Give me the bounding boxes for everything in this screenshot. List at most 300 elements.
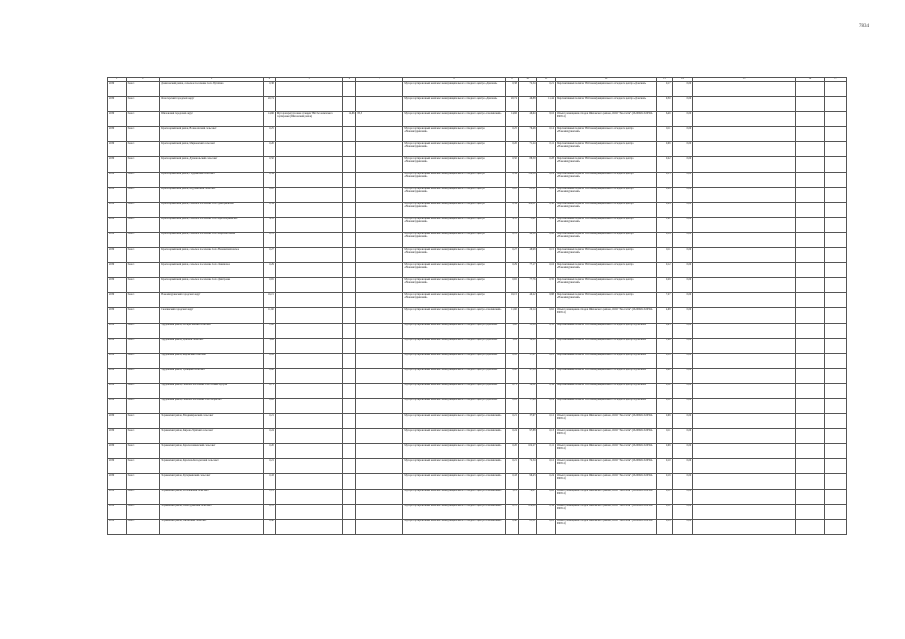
cell-empty-15 — [693, 157, 795, 172]
cell-dest: Перспективный полигон ТБО межмуниципального отходного центра «Новомичуринский» — [555, 232, 656, 247]
header-col-5: 5 — [275, 78, 343, 82]
cell-v9: 11,60 — [505, 308, 518, 323]
cell-zone: Зона 1 — [126, 248, 160, 263]
cell-zone: Зона 1 — [126, 97, 160, 112]
cell-empty-15 — [693, 187, 795, 202]
cell-src: Мусоросортировочный комплекс межмуниципального отходного центра «Новомичуринский» — [403, 263, 505, 278]
cell-zone: Зона 1 — [126, 202, 160, 217]
cell-empty-17 — [825, 323, 847, 338]
cell-v14: 0,00 — [672, 112, 693, 127]
cell-empty-15 — [693, 248, 795, 263]
cell-c7 — [356, 398, 403, 413]
cell-dest: Перспективный полигон ТБО межмуниципального отходного центра «Донской» — [555, 97, 656, 112]
cell-zone: Зона 1 — [126, 293, 160, 308]
cell-c5 — [275, 383, 343, 398]
cell-empty-17 — [825, 353, 847, 368]
cell-c7 — [356, 429, 403, 444]
cell-v13: 0,09 — [657, 444, 672, 459]
cell-dest: Объект размещения отходов Шиловского района, ООО "Эко-Сити" (26-00026-З-00592-090514) — [555, 414, 656, 429]
cell-v14: 0,00 — [672, 97, 693, 112]
table-row — [108, 459, 847, 474]
table-row — [108, 142, 847, 157]
cell-area: Трудовский район, Троицкий сельсовет — [160, 368, 264, 383]
cell-v4: 1,00 — [263, 323, 275, 338]
cell-empty-16 — [795, 187, 824, 202]
cell-dest: Перспективный полигон ТБО межмуниципального отходного центра «Новомичуринский» — [555, 248, 656, 263]
cell-v13: 0,11 — [657, 248, 672, 263]
cell-c7 — [356, 217, 403, 232]
cell-year: 2030 — [108, 368, 127, 383]
cell-area: Скопинский городской округ — [160, 308, 264, 323]
cell-v10: 47,38 — [518, 368, 537, 383]
cell-v9: 0,25 — [505, 127, 518, 142]
cell-v4: 0,20 — [263, 142, 275, 157]
cell-v10: 81,21 — [518, 187, 537, 202]
cell-v14: 0,00 — [672, 353, 693, 368]
cell-year: 2030 — [108, 414, 127, 429]
cell-src: Мусоросортировочный комплекс межмуниципального отходного центра «Скопинский» — [403, 308, 505, 323]
table-row — [108, 398, 847, 413]
cell-v10: 72,54 — [518, 82, 537, 97]
cell-v11: 0,39 — [537, 504, 556, 519]
cell-v9: 0,24 — [505, 429, 518, 444]
cell-v11: 6,62 — [537, 308, 556, 323]
cell-empty-15 — [693, 293, 795, 308]
cell-v10: 76,46 — [518, 127, 537, 142]
cell-c5 — [275, 202, 343, 217]
cell-src: Мусоросортировочный комплекс межмуниципального отходного центра «Скопинский» — [403, 429, 505, 444]
cell-src: Мусоросортировочный комплекс межмуниципального отходного центра «Донской» — [403, 97, 505, 112]
cell-dest: Перспективный полигон ТБО межмуниципального отходного центра «Новомичуринский» — [555, 217, 656, 232]
cell-empty-17 — [825, 308, 847, 323]
cell-year: 2030 — [108, 112, 127, 127]
cell-area: Новомичуринский городской округ — [160, 293, 264, 308]
cell-v14: 0,00 — [672, 172, 693, 187]
cell-v10: 77,76 — [518, 278, 537, 293]
cell-empty-17 — [825, 489, 847, 504]
cell-year: 2030 — [108, 338, 127, 353]
cell-src: Мусоросортировочный комплекс межмуниципального отходного центра «Скопинский» — [403, 474, 505, 489]
cell-year: 2030 — [108, 278, 127, 293]
table-row — [108, 293, 847, 308]
cell-empty-15 — [693, 429, 795, 444]
cell-v14: 0,00 — [672, 504, 693, 519]
cell-v9: 1,00 — [505, 323, 518, 338]
cell-zone: Зона 1 — [126, 414, 160, 429]
cell-zone: Зона 1 — [126, 278, 160, 293]
cell-v11: 11,44 — [537, 97, 556, 112]
cell-v4: 0,38 — [263, 82, 275, 97]
cell-dest: Объект размещения отходов Шиловского района, ООО "Эко-Сити" (26-00026-З-00592-090514) — [555, 519, 656, 534]
cell-year: 2030 — [108, 127, 127, 142]
header-col-17: 17 — [825, 78, 847, 82]
table-row — [108, 202, 847, 217]
cell-empty-16 — [795, 429, 824, 444]
cell-area: Красноармейский район, сельское поселение Село Новомихайловское — [160, 248, 264, 263]
cell-area: Торжевский район, Краснов-Колодезский сельсовет — [160, 459, 264, 474]
cell-year: 2030 — [108, 504, 127, 519]
cell-empty-16 — [795, 263, 824, 278]
cell-v13: 0,15 — [657, 172, 672, 187]
cell-empty-15 — [693, 338, 795, 353]
cell-v13: 7,27 — [657, 293, 672, 308]
cell-empty-15 — [693, 489, 795, 504]
cell-empty-17 — [825, 172, 847, 187]
cell-c6 — [343, 232, 356, 247]
cell-c6 — [343, 142, 356, 157]
cell-v9: 0,21 — [505, 414, 518, 429]
cell-v14: 0,00 — [672, 82, 693, 97]
cell-empty-17 — [825, 157, 847, 172]
cell-c6 — [343, 217, 356, 232]
cell-year: 2030 — [108, 248, 127, 263]
header-col-10: 10 — [518, 78, 537, 82]
cell-empty-17 — [825, 383, 847, 398]
cell-empty-16 — [795, 127, 824, 142]
cell-v14: 0,00 — [672, 187, 693, 202]
cell-empty-17 — [825, 398, 847, 413]
cell-v4: 0,21 — [263, 414, 275, 429]
cell-empty-16 — [795, 293, 824, 308]
cell-v13: 1,66 — [657, 338, 672, 353]
cell-empty-15 — [693, 474, 795, 489]
cell-v10: 37,27 — [518, 353, 537, 368]
cell-c5 — [275, 338, 343, 353]
cell-src: Мусоросортировочный комплекс межмуниципального отходного центра «Донской» — [403, 323, 505, 338]
cell-empty-17 — [825, 187, 847, 202]
cell-v13: 0,45 — [657, 323, 672, 338]
cell-src: Мусоросортировочный комплекс межмуниципального отходного центра «Новомичуринский» — [403, 142, 505, 157]
cell-v14: 0,00 — [672, 308, 693, 323]
cell-v10: 110,36 — [518, 172, 537, 187]
cell-v11: 0,24 — [537, 474, 556, 489]
cell-c6 — [343, 157, 356, 172]
cell-c5 — [275, 232, 343, 247]
cell-v9: 16,15 — [505, 293, 518, 308]
cell-empty-16 — [795, 278, 824, 293]
cell-c6 — [343, 459, 356, 474]
cell-v4: 0,26 — [263, 398, 275, 413]
cell-c6 — [343, 127, 356, 142]
cell-v14: 0,00 — [672, 368, 693, 383]
cell-v10: 77,17 — [518, 263, 537, 278]
cell-v13: 6,49 — [657, 112, 672, 127]
cell-v4: 0,25 — [263, 127, 275, 142]
cell-v9: 0,26 — [505, 398, 518, 413]
table-row — [108, 338, 847, 353]
table-row — [108, 368, 847, 383]
cell-year: 2030 — [108, 263, 127, 278]
cell-v4: 0,50 — [263, 157, 275, 172]
cell-v11: 0,30 — [537, 202, 556, 217]
cell-v11: 0,22 — [537, 519, 556, 534]
cell-c7 — [356, 459, 403, 474]
cell-src: Мусоросортировочный комплекс межмуниципального отходного центра «Скопинский» — [403, 444, 505, 459]
cell-v10: 96,43 — [518, 474, 537, 489]
cell-v13: 1,91 — [657, 217, 672, 232]
cell-dest: Объект размещения отходов Шиловского района, ООО "Эко-Сити" (26-00026-З-00592-090514) — [555, 112, 656, 127]
cell-v9: 1,13 — [505, 489, 518, 504]
cell-c5 — [275, 414, 343, 429]
cell-c5 — [275, 97, 343, 112]
cell-v14: 0,00 — [672, 263, 693, 278]
cell-v4: 11,60 — [263, 308, 275, 323]
cell-v4: 0,29 — [263, 263, 275, 278]
cell-year: 2030 — [108, 232, 127, 247]
cell-v4: 0,90 — [263, 368, 275, 383]
table-row — [108, 248, 847, 263]
cell-area: Торжевский район, Кутерминский сельсовет — [160, 474, 264, 489]
cell-v10: 104,11 — [518, 202, 537, 217]
cell-year: 2030 — [108, 187, 127, 202]
cell-zone: Зона 1 — [126, 263, 160, 278]
cell-c5 — [275, 519, 343, 534]
cell-c5 — [275, 187, 343, 202]
table-row — [108, 112, 847, 127]
table-row — [108, 172, 847, 187]
cell-v4: 20,74 — [263, 97, 275, 112]
cell-c7: 85,3 — [356, 112, 403, 127]
cell-v14: 0,00 — [672, 217, 693, 232]
cell-empty-17 — [825, 142, 847, 157]
cell-year: 2030 — [108, 323, 127, 338]
cell-empty-15 — [693, 172, 795, 187]
cell-v4: 0,34 — [263, 172, 275, 187]
cell-zone: Зона 1 — [126, 338, 160, 353]
cell-c7 — [356, 353, 403, 368]
cell-v9: 3,69 — [505, 338, 518, 353]
cell-dest: Объект размещения отходов Шиловского района, ООО "Эко-Сити" (26-00026-З-00592-090514) — [555, 474, 656, 489]
table-body — [108, 78, 847, 535]
cell-src: Мусоросортировочный комплекс межмуниципального отходного центра «Новомичуринский» — [403, 293, 505, 308]
cell-empty-16 — [795, 398, 824, 413]
cell-v14: 0,00 — [672, 293, 693, 308]
cell-c6 — [343, 248, 356, 263]
cell-v4: 0,71 — [263, 383, 275, 398]
cell-v10: 74,07 — [518, 489, 537, 504]
cell-empty-17 — [825, 232, 847, 247]
cell-empty-15 — [693, 112, 795, 127]
cell-v13: 0,17 — [657, 82, 672, 97]
cell-src: Мусоросортировочный комплекс межмуниципального отходного центра «Скопинский» — [403, 459, 505, 474]
cell-v13: 0,31 — [657, 504, 672, 519]
cell-v11: 0,11 — [537, 142, 556, 157]
cell-area: Торжевский район, Краснознаменский сельсовет — [160, 444, 264, 459]
cell-empty-15 — [693, 444, 795, 459]
cell-src: Мусоросортировочный комплекс межмуниципального отходного центра «Новомичуринский» — [403, 127, 505, 142]
data-table — [107, 77, 847, 535]
table-row — [108, 323, 847, 338]
cell-year: 2030 — [108, 398, 127, 413]
cell-area: Трудовский район, сельское поселение Село Борисово — [160, 398, 264, 413]
header-col-14: 14 — [672, 78, 693, 82]
cell-dest: Перспективный полигон ТБО межмуниципального отходного центра «Донской» — [555, 338, 656, 353]
cell-c7 — [356, 157, 403, 172]
cell-v11: 0,43 — [537, 232, 556, 247]
cell-v14: 0,00 — [672, 142, 693, 157]
cell-v10: 75,41 — [518, 217, 537, 232]
table-row — [108, 504, 847, 519]
cell-c7 — [356, 248, 403, 263]
cell-c5 — [275, 474, 343, 489]
cell-v10: 40,22 — [518, 293, 537, 308]
cell-area: Красноармейский район, Гордеевский сельсовет — [160, 172, 264, 187]
cell-v9: 0,78 — [505, 232, 518, 247]
table-row — [108, 414, 847, 429]
cell-v11: 0,23 — [537, 353, 556, 368]
cell-v11: 0,15 — [537, 248, 556, 263]
cell-v13: 0,18 — [657, 519, 672, 534]
cell-empty-16 — [795, 142, 824, 157]
cell-empty-17 — [825, 82, 847, 97]
cell-v11: 8,88 — [537, 293, 556, 308]
cell-zone: Зона 1 — [126, 474, 160, 489]
cell-empty-16 — [795, 82, 824, 97]
cell-v13: 0,22 — [657, 157, 672, 172]
cell-v11: 2,03 — [537, 338, 556, 353]
cell-c7 — [356, 232, 403, 247]
cell-v11: 0,62 — [537, 489, 556, 504]
header-col-11: 11 — [537, 78, 556, 82]
cell-area: Красноармейский район, сельское поселение Село Ленинское — [160, 263, 264, 278]
cell-v14: 0,00 — [672, 444, 693, 459]
cell-c7 — [356, 127, 403, 142]
cell-dest: Перспективный полигон ТБО межмуниципального отходного центра «Донской» — [555, 323, 656, 338]
cell-zone: Зона 1 — [126, 444, 160, 459]
cell-v10: 53,18 — [518, 323, 537, 338]
cell-empty-16 — [795, 97, 824, 112]
cell-c5 — [275, 444, 343, 459]
cell-dest: Объект размещения отходов Шиловского района, ООО "Эко-Сити" (26-00026-З-00592-090514) — [555, 308, 656, 323]
cell-v4: 0,41 — [263, 353, 275, 368]
cell-v14: 0,00 — [672, 232, 693, 247]
cell-c5 — [275, 459, 343, 474]
cell-v9: 0,20 — [505, 187, 518, 202]
cell-zone: Зона 1 — [126, 112, 160, 127]
cell-empty-16 — [795, 202, 824, 217]
cell-c5 — [275, 278, 343, 293]
table-row — [108, 383, 847, 398]
cell-c6 — [343, 187, 356, 202]
cell-v4: 3,69 — [263, 338, 275, 353]
cell-dest: Перспективный полигон ТБО межмуниципального отходного центра «Донской» — [555, 383, 656, 398]
cell-v14: 0,00 — [672, 127, 693, 142]
cell-c6 — [343, 519, 356, 534]
cell-year: 2030 — [108, 383, 127, 398]
cell-v9: 20,74 — [505, 97, 518, 112]
header-col-9: 9 — [505, 78, 518, 82]
cell-empty-15 — [693, 504, 795, 519]
cell-c5 — [275, 293, 343, 308]
cell-c7 — [356, 444, 403, 459]
cell-v10: 85,31 — [518, 519, 537, 534]
cell-empty-16 — [795, 474, 824, 489]
cell-empty-15 — [693, 323, 795, 338]
cell-dest: Перспективный полигон ТБО межмуниципального отходного центра «Новомичуринский» — [555, 127, 656, 142]
cell-c6 — [343, 444, 356, 459]
cell-v9: 0,21 — [505, 459, 518, 474]
page-number: 7834 — [859, 24, 869, 29]
cell-v11: 0,55 — [537, 323, 556, 338]
cell-v13: 0,09 — [657, 414, 672, 429]
cell-c7 — [356, 293, 403, 308]
cell-src: Мусоросортировочный комплекс межмуниципального отходного центра «Новомичуринский» — [403, 157, 505, 172]
cell-empty-15 — [693, 519, 795, 534]
cell-area: Ясногорский городской округ — [160, 97, 264, 112]
cell-v13: 0,11 — [657, 127, 672, 142]
cell-c6 — [343, 398, 356, 413]
cell-c5 — [275, 323, 343, 338]
cell-c5 — [275, 82, 343, 97]
cell-c5: Мусороперегрузочная станция ТБО без комплекса сортировки (Шиловский район) — [275, 112, 343, 127]
cell-empty-16 — [795, 519, 824, 534]
cell-v9: 0,54 — [505, 202, 518, 217]
cell-c7 — [356, 187, 403, 202]
cell-v14: 0,00 — [672, 414, 693, 429]
cell-v9: 0,20 — [505, 444, 518, 459]
cell-empty-16 — [795, 489, 824, 504]
cell-empty-17 — [825, 278, 847, 293]
cell-src: Мусоросортировочный комплекс межмуниципального отходного центра «Новомичуринский» — [403, 248, 505, 263]
cell-dest: Перспективный полигон ТБО межмуниципального отходного центра «Новомичуринский» — [555, 187, 656, 202]
cell-v13: 0,32 — [657, 383, 672, 398]
cell-c7 — [356, 172, 403, 187]
cell-empty-16 — [795, 172, 824, 187]
cell-v13: 0,12 — [657, 398, 672, 413]
cell-empty-15 — [693, 97, 795, 112]
cell-c7 — [356, 323, 403, 338]
cell-dest: Перспективный полигон ТБО межмуниципального отходного центра «Донской» — [555, 368, 656, 383]
cell-year: 2030 — [108, 353, 127, 368]
cell-src: Мусоросортировочный комплекс межмуниципального отходного центра «Новомичуринский» — [403, 232, 505, 247]
cell-v9: 0,43 — [505, 474, 518, 489]
cell-zone: Зона 1 — [126, 323, 160, 338]
cell-v4: 4,35 — [263, 217, 275, 232]
cell-area: Торжевский район, Овсянский сельсовет — [160, 519, 264, 534]
cell-v13: 0,09 — [657, 187, 672, 202]
table-row — [108, 308, 847, 323]
cell-dest: Перспективный полигон ТБО межмуниципального отходного центра «Новомичуринский» — [555, 157, 656, 172]
cell-v13: 0,10 — [657, 459, 672, 474]
cell-c5 — [275, 157, 343, 172]
cell-c5 — [275, 263, 343, 278]
cell-src: Мусоросортировочный комплекс межмуниципального отходного центра «Донской» — [403, 398, 505, 413]
cell-zone: Зона 1 — [126, 353, 160, 368]
cell-year: 2030 — [108, 202, 127, 217]
table-row — [108, 489, 847, 504]
cell-v11: 0,19 — [537, 172, 556, 187]
header-col-7: 7 — [356, 78, 403, 82]
cell-dest: Перспективный полигон ТБО межмуниципального отходного центра «Донской» — [555, 353, 656, 368]
cell-area: Даниловский район, сельское поселение Село Путятино — [160, 82, 264, 97]
cell-empty-17 — [825, 519, 847, 534]
cell-area: Красноармейский район, сельское поселение Село Дмитриевское — [160, 202, 264, 217]
cell-v13: 0,09 — [657, 142, 672, 157]
cell-c7 — [356, 263, 403, 278]
header-col-15: 15 — [693, 78, 795, 82]
cell-v11: 0,28 — [537, 157, 556, 172]
cell-v14: 0,00 — [672, 278, 693, 293]
cell-c7 — [356, 338, 403, 353]
cell-dest: Объект размещения отходов Шиловского района, ООО "Эко-Сити" (26-00026-З-00592-090514) — [555, 429, 656, 444]
cell-c5 — [275, 504, 343, 519]
cell-src: Мусоросортировочный комплекс межмуниципального отходного центра «Донской» — [403, 368, 505, 383]
cell-zone: Зона 1 — [126, 187, 160, 202]
cell-v11: 0,11 — [537, 444, 556, 459]
table-row — [108, 232, 847, 247]
header-col-4: 4 — [263, 78, 275, 82]
cell-src: Мусоросортировочный комплекс межмуниципального отходного центра «Новомичуринский» — [403, 172, 505, 187]
